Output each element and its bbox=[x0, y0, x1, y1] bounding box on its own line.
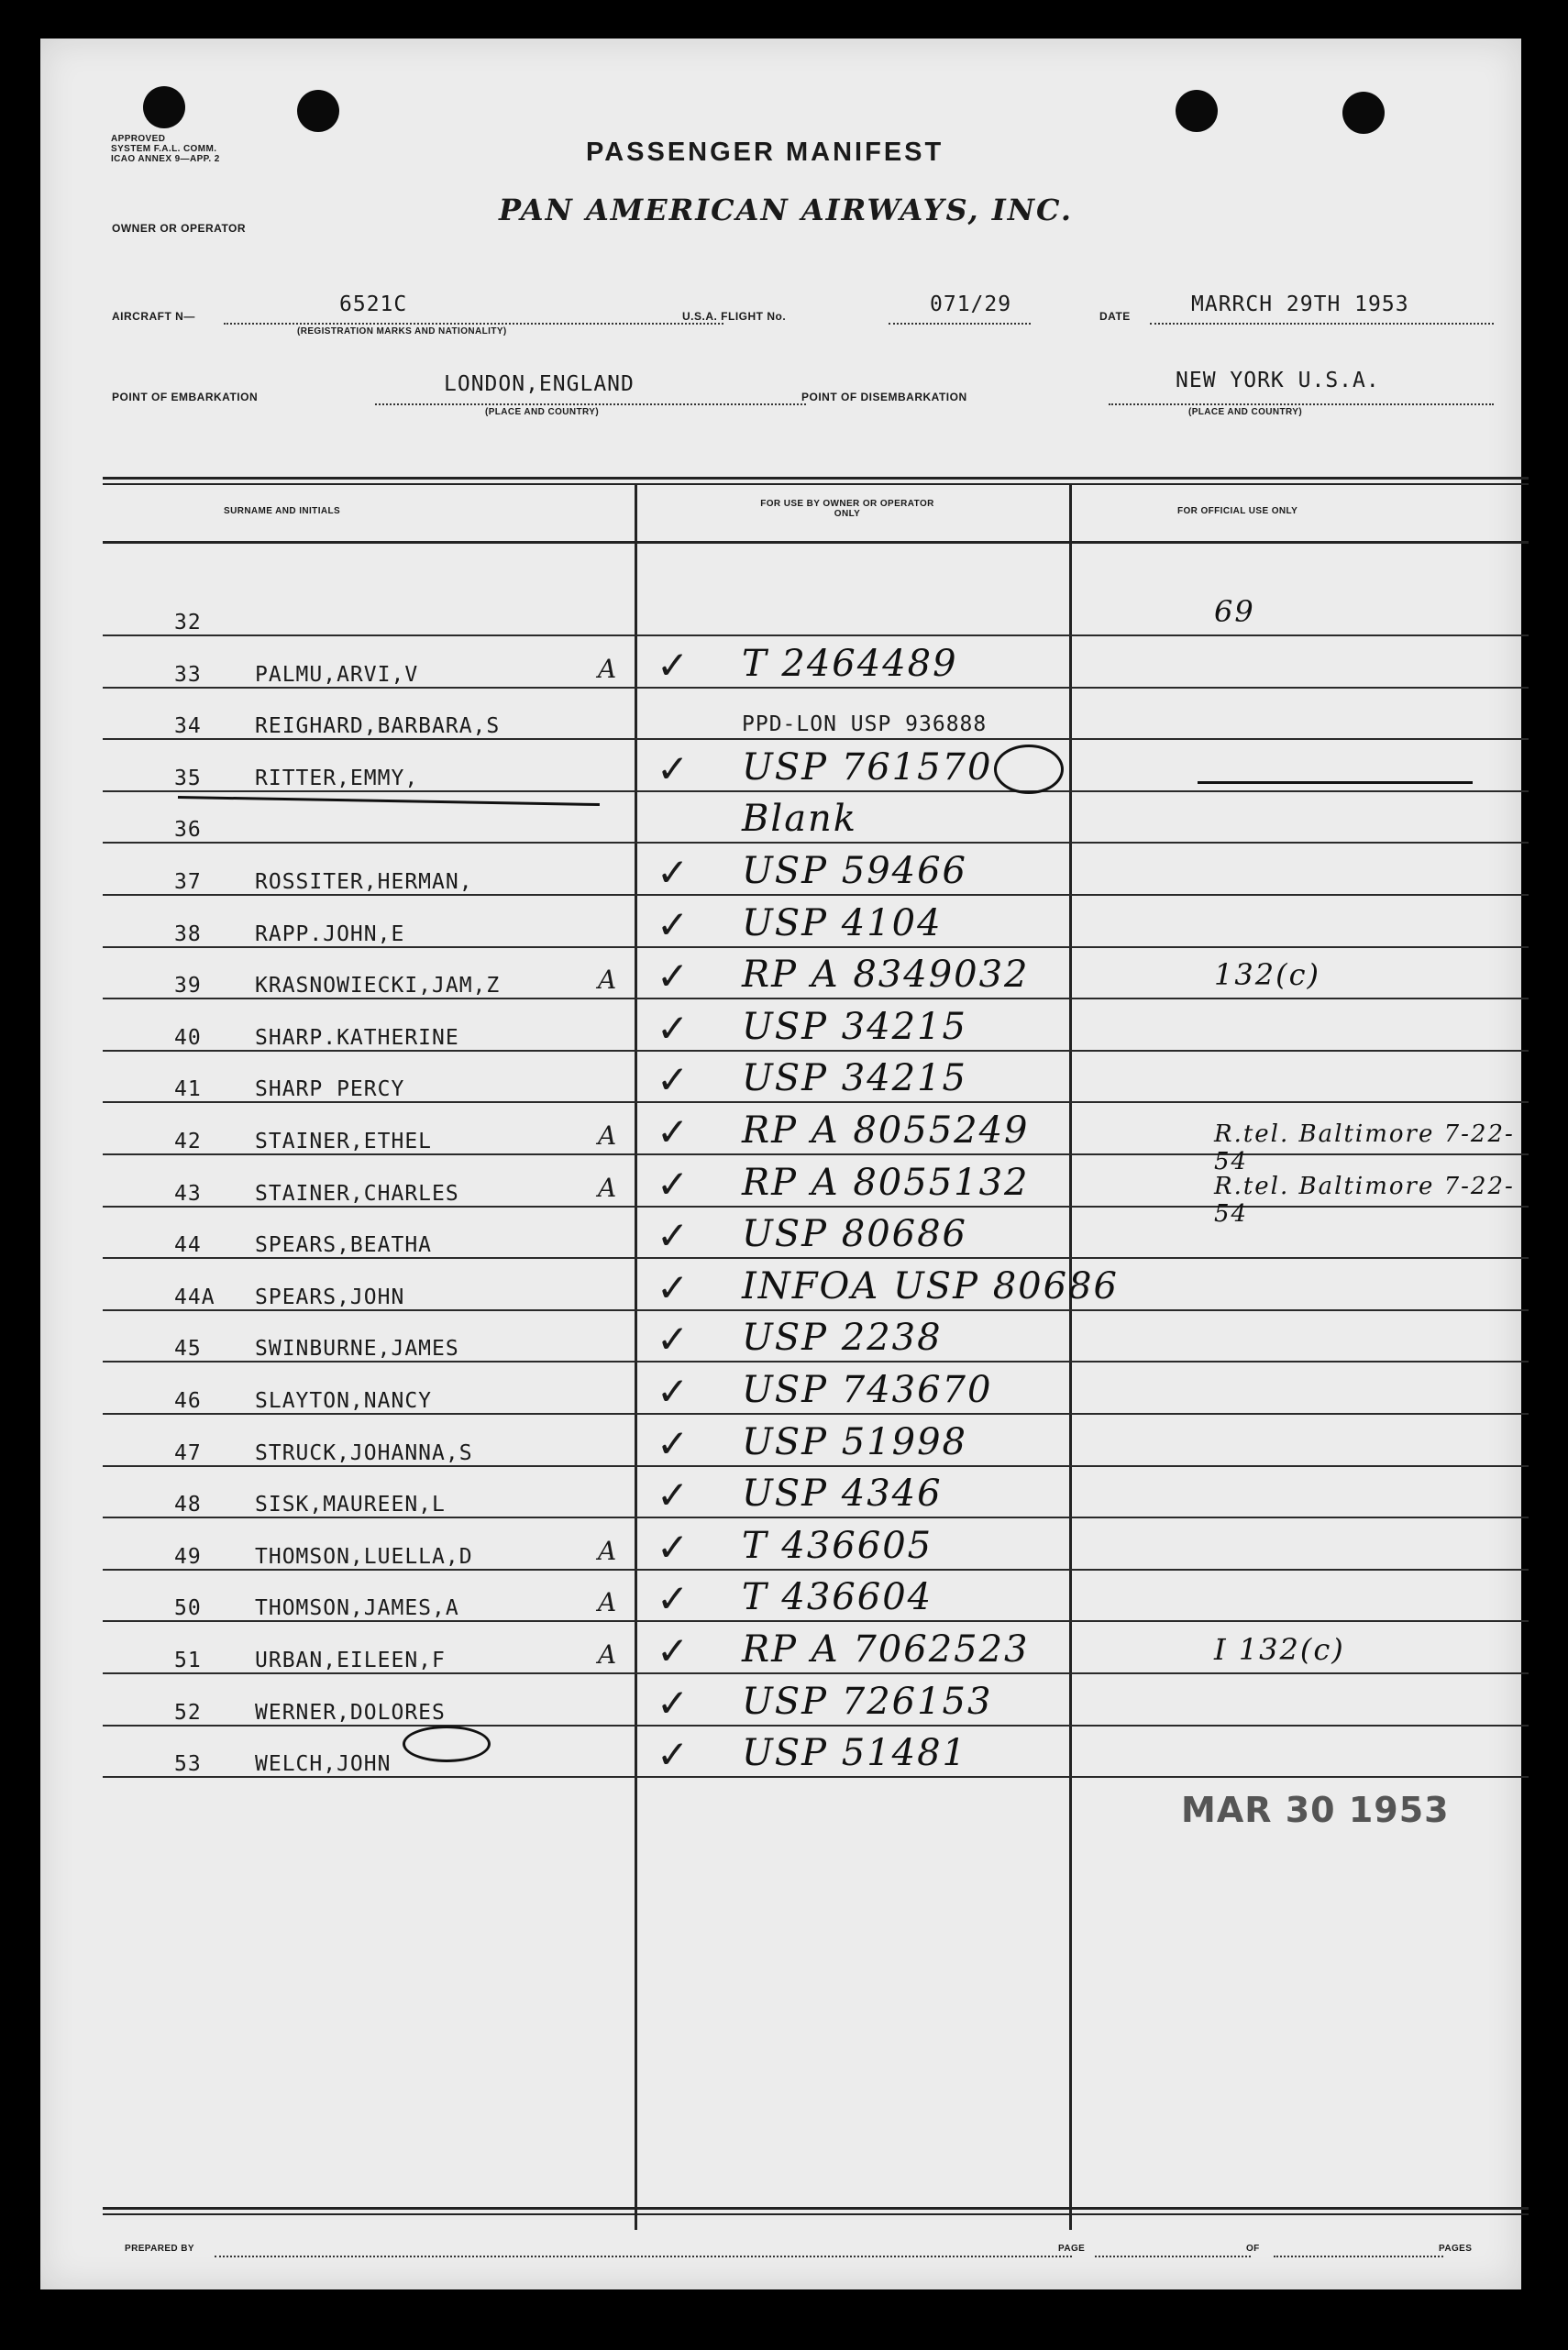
passenger-name: STAINER,ETHEL bbox=[255, 1130, 433, 1153]
table-row bbox=[95, 1315, 1526, 1366]
embark-sublabel: (PLACE AND COUNTRY) bbox=[485, 407, 600, 417]
row-number: 45 bbox=[174, 1337, 202, 1362]
embark-value: LONDON,ENGLAND bbox=[444, 372, 635, 396]
manifest-page bbox=[40, 39, 1521, 2289]
check-mark: ✓ bbox=[657, 901, 690, 947]
check-mark: ✓ bbox=[657, 1005, 690, 1051]
document-number: USP 2238 bbox=[742, 1317, 943, 1360]
table-row bbox=[95, 1574, 1526, 1626]
crossed-out-mark bbox=[403, 1726, 491, 1762]
row-number: 38 bbox=[174, 921, 202, 946]
check-mark: ✓ bbox=[657, 1732, 690, 1778]
table-row bbox=[95, 1471, 1526, 1522]
row-number: 35 bbox=[174, 766, 202, 790]
table-row bbox=[95, 692, 1526, 744]
row-number: 32 bbox=[174, 611, 202, 634]
document-number: INFOA USP 80686 bbox=[742, 1264, 1119, 1307]
table-row bbox=[95, 1263, 1526, 1315]
row-number: 34 bbox=[174, 714, 202, 739]
pages-label: PAGES bbox=[1439, 2244, 1473, 2254]
passenger-name: SISK,MAUREEN,L bbox=[255, 1493, 446, 1517]
punch-hole bbox=[1342, 92, 1385, 134]
date-value: MARRCH 29TH 1953 bbox=[1191, 292, 1409, 316]
row-number: 51 bbox=[174, 1649, 202, 1672]
table-row bbox=[95, 1367, 1526, 1418]
passenger-name: SPEARS,JOHN bbox=[255, 1285, 405, 1309]
aircraft-label: AIRCRAFT N— bbox=[112, 310, 195, 323]
check-mark: ✓ bbox=[657, 1576, 690, 1622]
table-row bbox=[95, 1108, 1526, 1175]
passenger-name: THOMSON,LUELLA,D bbox=[255, 1544, 473, 1569]
document-number: USP 761570 bbox=[742, 745, 993, 789]
table-row bbox=[95, 1055, 1526, 1107]
official-note: 132(c) bbox=[1214, 957, 1320, 993]
owner-label: OWNER OR OPERATOR bbox=[112, 222, 247, 235]
passenger-name: WELCH,JOHN bbox=[255, 1752, 392, 1777]
check-mark: ✓ bbox=[657, 1524, 690, 1570]
passenger-name: PALMU,ARVI,V bbox=[255, 662, 419, 687]
aircraft-line bbox=[224, 323, 723, 325]
passenger-name: SLAYTON,NANCY bbox=[255, 1389, 433, 1413]
table-row bbox=[95, 1211, 1526, 1263]
aircraft-value: 6521C bbox=[339, 292, 408, 316]
document-number: USP 34215 bbox=[742, 1005, 967, 1048]
row-number: 46 bbox=[174, 1389, 202, 1413]
row-number: 43 bbox=[174, 1181, 202, 1206]
document-number: T 436604 bbox=[742, 1576, 933, 1619]
table-top-rule bbox=[103, 483, 1529, 485]
disembark-sublabel: (PLACE AND COUNTRY) bbox=[1188, 407, 1303, 417]
column-header-official: FOR OFFICIAL USE ONLY bbox=[1177, 506, 1298, 516]
document-number: Blank bbox=[742, 798, 858, 841]
document-number: T 436605 bbox=[742, 1524, 933, 1567]
document-number: USP 4104 bbox=[742, 901, 943, 944]
table-row bbox=[95, 641, 1526, 692]
flight-line bbox=[889, 323, 1031, 325]
document-number: RP A 8349032 bbox=[742, 954, 1030, 997]
table-row bbox=[95, 1419, 1526, 1471]
table-row bbox=[95, 900, 1526, 952]
disembark-line bbox=[1109, 403, 1494, 405]
check-mark: ✓ bbox=[657, 1109, 690, 1154]
received-date-stamp: MAR 30 1953 bbox=[1181, 1790, 1450, 1830]
check-mark: ✓ bbox=[657, 1473, 690, 1518]
row-number: 44 bbox=[174, 1233, 202, 1258]
flight-label: U.S.A. FLIGHT No. bbox=[682, 310, 787, 323]
status-flag: A bbox=[598, 1587, 617, 1618]
passenger-name: THOMSON,JAMES,A bbox=[255, 1596, 459, 1621]
passenger-name: RAPP.JOHN,E bbox=[255, 921, 405, 946]
passenger-name: ROSSITER,HERMAN, bbox=[255, 870, 473, 894]
passenger-name: STRUCK,JOHANNA,S bbox=[255, 1440, 473, 1465]
aircraft-sublabel: (REGISTRATION MARKS AND NATIONALITY) bbox=[297, 326, 507, 337]
document-number: USP 726153 bbox=[742, 1680, 993, 1723]
check-mark: ✓ bbox=[657, 1369, 690, 1414]
row-number: 36 bbox=[174, 818, 202, 843]
table-bottom-rule bbox=[103, 2207, 1529, 2210]
form-title: PASSENGER MANIFEST bbox=[586, 138, 944, 167]
approval-line: SYSTEM F.A.L. COMM. bbox=[111, 144, 217, 154]
table-row bbox=[95, 745, 1526, 796]
flight-value: 071/29 bbox=[930, 292, 1012, 316]
disembark-value: NEW YORK U.S.A. bbox=[1176, 369, 1380, 392]
row-number: 33 bbox=[174, 662, 202, 687]
table-bottom-rule bbox=[103, 2213, 1529, 2215]
embark-label: POINT OF EMBARKATION bbox=[112, 391, 259, 403]
document-number: RP A 8055132 bbox=[742, 1161, 1030, 1204]
check-mark: ✓ bbox=[657, 1628, 690, 1673]
document-number: T 2464489 bbox=[742, 642, 958, 685]
table-row bbox=[95, 1627, 1526, 1678]
column-header-owner: FOR USE BY OWNER OR OPERATOR ONLY bbox=[760, 499, 934, 519]
page-label: PAGE bbox=[1058, 2244, 1086, 2254]
row-number: 52 bbox=[174, 1700, 202, 1725]
document-number: RP A 7062523 bbox=[742, 1628, 1030, 1671]
table-top-rule bbox=[103, 477, 1529, 480]
date-label: DATE bbox=[1099, 310, 1131, 323]
document-number: USP 51998 bbox=[742, 1420, 967, 1463]
passenger-name: URBAN,EILEEN,F bbox=[255, 1649, 446, 1672]
table-row bbox=[95, 952, 1526, 1003]
passenger-name: SPEARS,BEATHA bbox=[255, 1233, 433, 1258]
passenger-name: SWINBURNE,JAMES bbox=[255, 1337, 459, 1362]
official-note: R.tel. Baltimore 7-22-54 bbox=[1214, 1172, 1515, 1228]
table-row bbox=[95, 796, 1526, 847]
row-number: 42 bbox=[174, 1130, 202, 1153]
check-mark: ✓ bbox=[657, 1420, 690, 1466]
passenger-name: SHARP PERCY bbox=[255, 1077, 405, 1102]
check-mark: ✓ bbox=[657, 850, 690, 895]
approval-block bbox=[111, 134, 220, 164]
prepared-by-label: PREPARED BY bbox=[125, 2244, 194, 2254]
passenger-name: SHARP.KATHERINE bbox=[255, 1025, 459, 1050]
column-header-names: SURNAME AND INITIALS bbox=[224, 506, 341, 516]
status-flag: A bbox=[598, 653, 617, 684]
punch-hole bbox=[297, 90, 339, 132]
status-flag: A bbox=[598, 965, 617, 996]
check-mark: ✓ bbox=[657, 1057, 690, 1103]
check-mark: ✓ bbox=[657, 745, 690, 791]
check-mark: ✓ bbox=[657, 1680, 690, 1726]
official-note: 69 bbox=[1214, 594, 1255, 629]
row-number: 37 bbox=[174, 870, 202, 894]
row-number: 44A bbox=[174, 1285, 215, 1309]
passenger-name: STAINER,CHARLES bbox=[255, 1181, 459, 1206]
company-name: PAN AMERICAN AIRWAYS, INC. bbox=[499, 193, 1074, 227]
row-number: 47 bbox=[174, 1440, 202, 1465]
table-row bbox=[95, 1160, 1526, 1228]
table-row bbox=[95, 848, 1526, 899]
strike-line bbox=[1198, 781, 1473, 784]
document-number: USP 4346 bbox=[742, 1473, 943, 1516]
check-mark: ✓ bbox=[657, 1264, 690, 1310]
table-row bbox=[95, 1004, 1526, 1055]
row-number: 48 bbox=[174, 1493, 202, 1517]
disembark-label: POINT OF DISEMBARKATION bbox=[801, 391, 967, 403]
check-mark: ✓ bbox=[657, 1161, 690, 1207]
passenger-name: WERNER,DOLORES bbox=[255, 1700, 446, 1725]
table-header-rule bbox=[103, 541, 1529, 544]
row-number: 41 bbox=[174, 1077, 202, 1102]
row-number: 50 bbox=[174, 1596, 202, 1621]
check-mark: ✓ bbox=[657, 954, 690, 999]
row-number: 53 bbox=[174, 1752, 202, 1777]
table-row bbox=[95, 589, 1526, 640]
prepared-by-line bbox=[215, 2256, 1072, 2257]
document-number: USP 34215 bbox=[742, 1057, 967, 1100]
approval-line: APPROVED bbox=[111, 134, 166, 144]
page-line bbox=[1095, 2256, 1251, 2257]
status-flag: A bbox=[598, 1535, 617, 1566]
row-number: 40 bbox=[174, 1025, 202, 1050]
of-label: OF bbox=[1246, 2244, 1260, 2254]
check-mark: ✓ bbox=[657, 1317, 690, 1363]
table-row bbox=[95, 1730, 1526, 1782]
status-flag: A bbox=[598, 1639, 617, 1670]
date-line bbox=[1150, 323, 1494, 325]
official-note: R.tel. Baltimore 7-22-54 bbox=[1214, 1120, 1515, 1175]
punch-hole bbox=[1176, 90, 1218, 132]
table-row bbox=[95, 1679, 1526, 1730]
check-mark: ✓ bbox=[657, 1213, 690, 1259]
document-number: USP 743670 bbox=[742, 1369, 993, 1411]
document-number: USP 80686 bbox=[742, 1213, 967, 1256]
row-number: 49 bbox=[174, 1544, 202, 1569]
status-flag: A bbox=[598, 1120, 617, 1151]
initials-scribble bbox=[994, 745, 1064, 794]
document-number: RP A 8055249 bbox=[742, 1109, 1030, 1152]
document-number: USP 59466 bbox=[742, 850, 967, 892]
approval-line: ICAO ANNEX 9—APP. 2 bbox=[111, 154, 220, 164]
passenger-name: RITTER,EMMY, bbox=[255, 766, 419, 790]
passenger-name: KRASNOWIECKI,JAM,Z bbox=[255, 974, 501, 998]
embark-line bbox=[375, 403, 806, 405]
document-number: USP 51481 bbox=[742, 1732, 967, 1775]
of-line bbox=[1274, 2256, 1443, 2257]
punch-hole bbox=[143, 86, 185, 128]
row-number: 39 bbox=[174, 974, 202, 998]
passenger-name: REIGHARD,BARBARA,S bbox=[255, 714, 501, 739]
status-flag: A bbox=[598, 1172, 617, 1203]
official-note: I 132(c) bbox=[1214, 1632, 1345, 1667]
check-mark: ✓ bbox=[657, 642, 690, 688]
table-row bbox=[95, 1523, 1526, 1574]
document-number: PPD-LON USP 936888 bbox=[742, 712, 988, 737]
